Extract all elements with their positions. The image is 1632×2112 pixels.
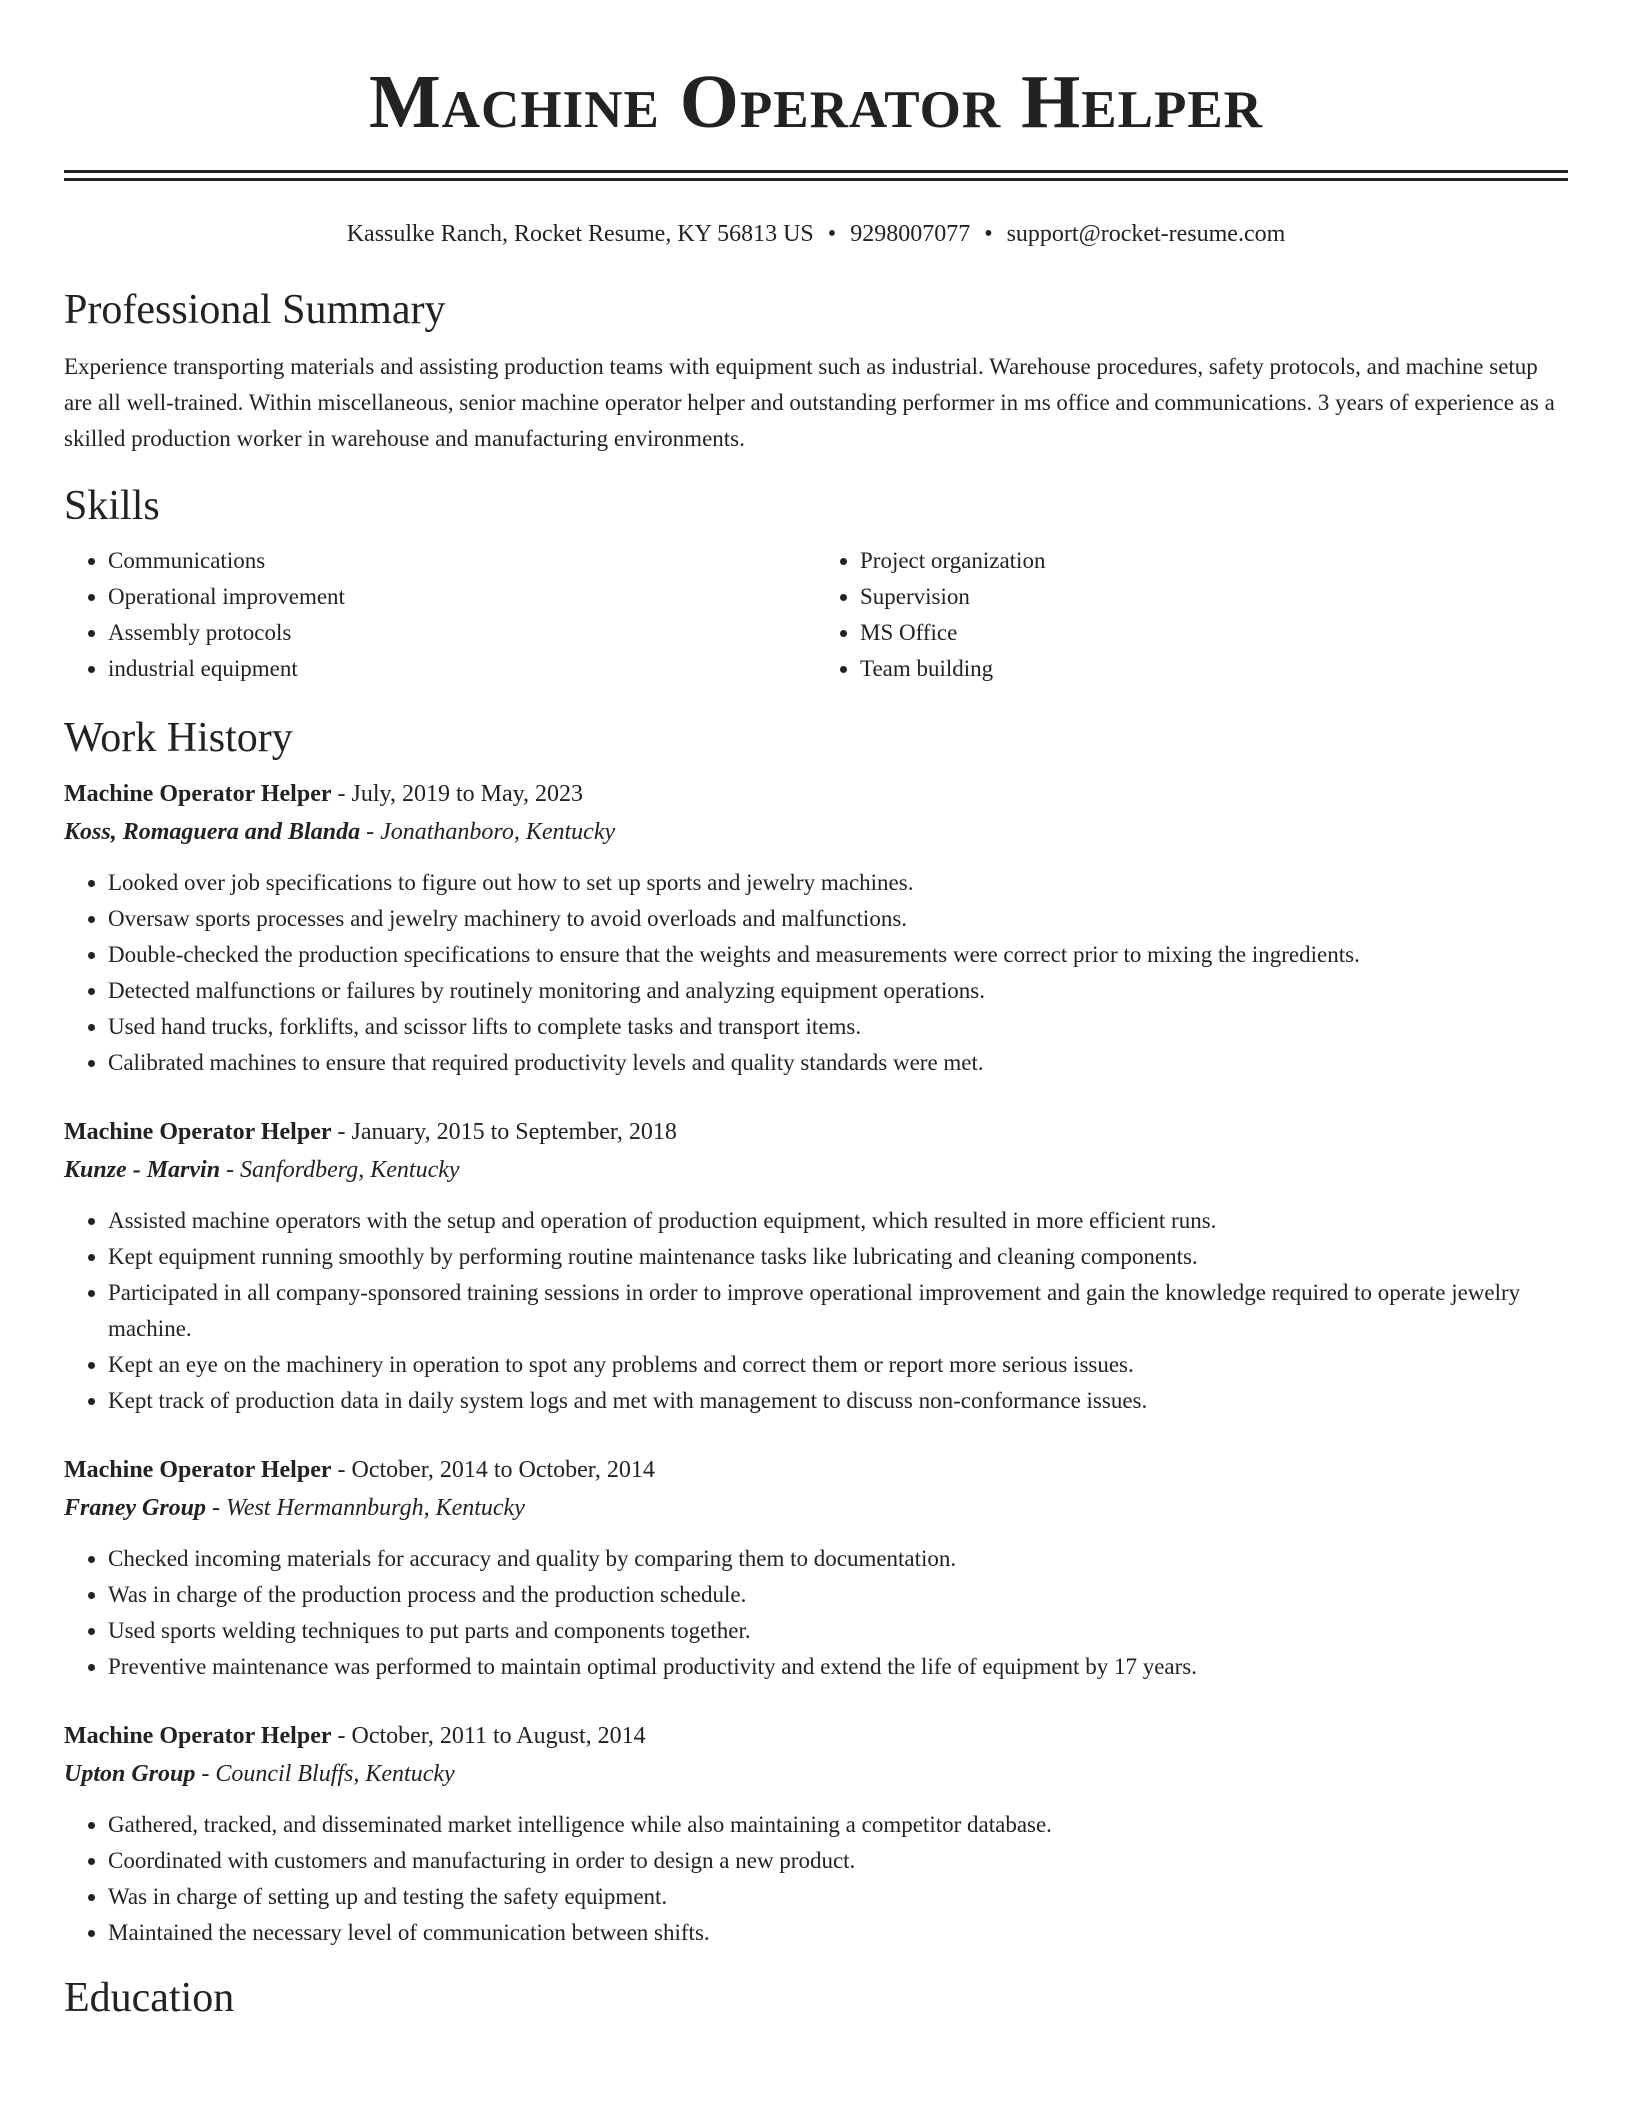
contact-email: support@rocket-resume.com: [1006, 221, 1286, 247]
skill-item: • Project organization: [860, 543, 1568, 579]
job-dates: - January, 2015 to September, 2018: [337, 1119, 677, 1145]
contact-phone: 9298007077: [850, 221, 971, 247]
job-entry: [64, 1451, 1568, 1685]
job-dates: - October, 2014 to October, 2014: [337, 1457, 655, 1483]
job-header: [64, 1717, 1568, 1755]
job-bullet: • Preventive maintenance was performed to maintain optimal productivity and extend the life of equipment by 17 years.: [108, 1649, 1568, 1685]
job-bullet: • Gathered, tracked, and disseminated market intelligence while also maintaining a competitor database.: [108, 1807, 1568, 1843]
job-bullet: • Assisted machine operators with the setup and operation of production equipment, which resulted in more efficient runs.: [108, 1203, 1568, 1239]
job-role: Machine Operator Helper: [64, 1457, 332, 1483]
job-bullets: [64, 865, 1568, 1081]
job-dates: - July, 2019 to May, 2023: [337, 781, 584, 807]
job-role: Machine Operator Helper: [64, 1119, 332, 1145]
job-bullet: • Checked incoming materials for accuracy and quality by comparing them to documentation.: [108, 1541, 1568, 1577]
job-location: - Council Bluffs, Kentucky: [201, 1761, 455, 1787]
resume-title: Machine Operator Helper: [369, 60, 1263, 144]
job-entry: [64, 1717, 1568, 1951]
job-role: Machine Operator Helper: [64, 1723, 332, 1749]
job-bullet: • Calibrated machines to ensure that required productivity levels and quality standards were met.: [108, 1045, 1568, 1081]
job-bullet: • Kept an eye on the machinery in operation to spot any problems and correct them or report more serious issues.: [108, 1347, 1568, 1383]
skill-item: • Communications: [108, 543, 816, 579]
job-bullet: • Double-checked the production specifications to ensure that the weights and measurements were correct prior to mixing the ingredients.: [108, 937, 1568, 973]
job-location: - Sanfordberg, Kentucky: [226, 1157, 460, 1183]
job-header: [64, 775, 1568, 813]
skill-item: • Team building: [860, 651, 1568, 687]
job-bullets: [64, 1203, 1568, 1419]
job-bullet: • Was in charge of the production process and the production schedule.: [108, 1577, 1568, 1613]
job-employer: [64, 1755, 1568, 1793]
job-entry: [64, 775, 1568, 1081]
skill-item: • Assembly protocols: [108, 615, 816, 651]
job-header: [64, 1113, 1568, 1151]
contact-line: [64, 219, 1568, 249]
job-bullet: • Was in charge of setting up and testing the safety equipment.: [108, 1879, 1568, 1915]
skill-item: • industrial equipment: [108, 651, 816, 687]
job-bullet: • Looked over job specifications to figure out how to set up sports and jewelry machines.: [108, 865, 1568, 901]
skill-item: • Supervision: [860, 579, 1568, 615]
job-bullets: [64, 1807, 1568, 1951]
job-bullet: • Detected malfunctions or failures by routinely monitoring and analyzing equipment operations.: [108, 973, 1568, 1009]
job-company: Franey Group: [64, 1495, 207, 1521]
job-location: - Jonathanboro, Kentucky: [366, 819, 616, 845]
skills-column-right: [816, 543, 1568, 687]
summary-heading: Professional Summary: [64, 287, 446, 333]
job-company: Upton Group: [64, 1761, 196, 1787]
job-bullet: • Coordinated with customers and manufacturing in order to design a new product.: [108, 1843, 1568, 1879]
job-dates: - October, 2011 to August, 2014: [337, 1723, 646, 1749]
job-employer: [64, 1151, 1568, 1189]
job-bullet: • Used sports welding techniques to put parts and components together.: [108, 1613, 1568, 1649]
summary-text: Experience transporting materials and assisting production teams with equipment such as industrial. Warehouse procedures, safety protocols, and machine setup are all well-trained. Within miscellaneous, senior machine operator helper and outstanding performer in ms office and communications. 3 years of experience as a skilled production worker in warehouse and manufacturing environments.: [64, 354, 1555, 451]
job-bullet: • Maintained the necessary level of communication between shifts.: [108, 1915, 1568, 1951]
job-company: Koss, Romaguera and Blanda: [64, 819, 361, 845]
job-bullet: • Used hand trucks, forklifts, and scissor lifts to complete tasks and transport items.: [108, 1009, 1568, 1045]
job-bullet: • Kept equipment running smoothly by performing routine maintenance tasks like lubricating and cleaning components.: [108, 1239, 1568, 1275]
contact-separator: •: [984, 221, 993, 247]
job-bullet: • Kept track of production data in daily system logs and met with management to discuss non-conformance issues.: [108, 1383, 1568, 1419]
skill-item: • Operational improvement: [108, 579, 816, 615]
job-employer: [64, 813, 1568, 851]
work-history-heading: Work History: [64, 715, 293, 761]
job-entry: [64, 1113, 1568, 1419]
job-employer: [64, 1489, 1568, 1527]
job-bullet: • Oversaw sports processes and jewelry machinery to avoid overloads and malfunctions.: [108, 901, 1568, 937]
job-company: Kunze - Marvin: [64, 1157, 221, 1183]
skill-item: • MS Office: [860, 615, 1568, 651]
contact-address: Kassulke Ranch, Rocket Resume, KY 56813 US: [346, 221, 814, 247]
job-header: [64, 1451, 1568, 1489]
title-divider: [64, 170, 1568, 181]
skills-list: [64, 543, 1568, 687]
job-role: Machine Operator Helper: [64, 781, 332, 807]
job-bullet: • Participated in all company-sponsored training sessions in order to improve operational improvement and gain the knowledge required to operate jewelry machine.: [108, 1275, 1568, 1347]
education-heading: Education: [64, 1975, 235, 2021]
contact-separator: •: [827, 221, 837, 247]
skills-heading: Skills: [64, 483, 160, 529]
skills-column-left: [64, 543, 816, 687]
job-bullets: [64, 1541, 1568, 1685]
job-location: - West Hermannburgh, Kentucky: [212, 1495, 525, 1521]
